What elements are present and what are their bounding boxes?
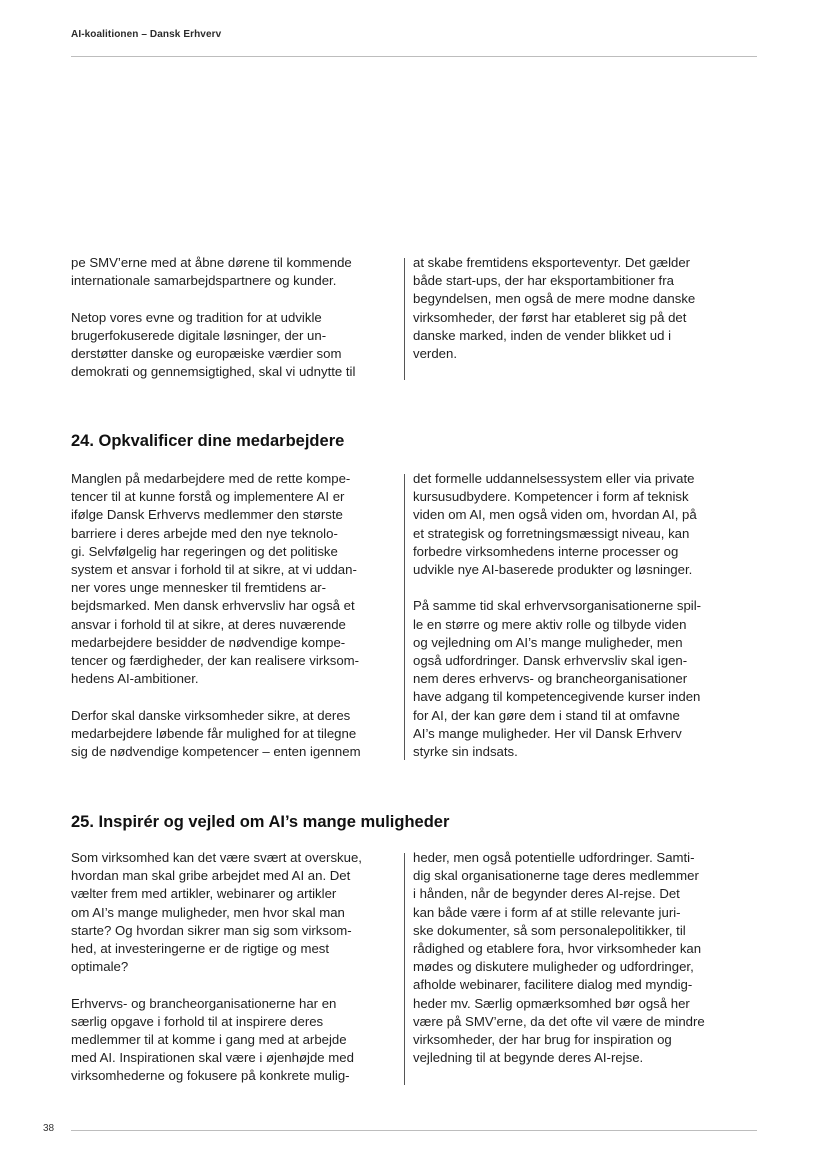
paragraph bbox=[71, 707, 393, 762]
paragraph bbox=[71, 470, 393, 688]
paragraph bbox=[71, 309, 393, 382]
text-line: medarbejdere løbende får mulighed for at tilegne bbox=[71, 725, 357, 741]
text-line: og vejledning om AI’s mange muligheder, men bbox=[413, 634, 683, 650]
text-line: Derfor skal danske virksomheder sikre, at deres bbox=[71, 707, 351, 723]
text-line: have adgang til kompetencegivende kurser inden bbox=[413, 689, 701, 705]
text-line: hed, at investeringerne er de rigtige og mest bbox=[71, 941, 330, 957]
text-line: Som virksomhed kan det være svært at overskue, bbox=[71, 850, 362, 865]
text-line: hedens AI-ambitioner. bbox=[71, 671, 199, 687]
text-line: i hånden, når de begynder deres AI-rejse. Det bbox=[413, 886, 680, 902]
text-line: forbedre virksomhedens interne processer og bbox=[413, 543, 679, 559]
column-divider bbox=[404, 258, 405, 380]
text-line: brugerfokuserede digitale løsninger, der un- bbox=[71, 327, 327, 343]
paragraph bbox=[413, 254, 735, 363]
text-line: virksomheder, der først har etableret sig på det bbox=[413, 309, 687, 325]
text-line: Netop vores evne og tradition for at udvikle bbox=[71, 309, 322, 325]
text-line: le en større og mere aktiv rolle og tilbyde viden bbox=[413, 616, 687, 632]
intro-left-column bbox=[71, 254, 393, 381]
text-line: heder mv. Særlig opmærksomhed bør også her bbox=[413, 995, 690, 1011]
text-line: barriere i deres arbejde med den nye teknolo- bbox=[71, 525, 338, 541]
text-line: afholde webinarer, facilitere dialog med myndig- bbox=[413, 977, 693, 993]
text-line: udvikle nye AI-baserede produkter og løsninger. bbox=[413, 562, 693, 578]
text-line: Manglen på medarbejdere med de rette kompe- bbox=[71, 471, 351, 486]
section-24-body bbox=[71, 470, 757, 770]
text-line: danske marked, inden de vender blikket ud i bbox=[413, 327, 672, 343]
section-24-heading: 24. Opkvalificer dine medarbejdere bbox=[71, 432, 345, 450]
text-line: ansvar i forhold til at sikre, at deres nuværende bbox=[71, 616, 346, 632]
text-line: virksomhederne og fokusere på konkrete mulig- bbox=[71, 1068, 350, 1084]
paragraph bbox=[413, 597, 735, 761]
text-line: rådighed og etablere fora, hvor virksomheder kan bbox=[413, 941, 702, 957]
text-line: at skabe fremtidens eksporteventyr. Det gælder bbox=[413, 255, 691, 270]
text-line: pe SMV’erne med at åbne dørene til kommende bbox=[71, 255, 352, 270]
text-line: virksomheder, der har brug for inspiration og bbox=[413, 1032, 672, 1048]
text-line: heder, men også potentielle udfordringer. Samti- bbox=[413, 850, 695, 865]
text-line: gi. Selvfølgelig har regeringen og det politiske bbox=[71, 543, 338, 559]
text-line: starte? Og hvordan sikrer man sig som virksom- bbox=[71, 922, 352, 938]
text-line: demokrati og gennemsigtighed, skal vi udnytte til bbox=[71, 364, 356, 380]
text-line: begyndelsen, men også de mere modne danske bbox=[413, 291, 696, 307]
section-25-heading: 25. Inspirér og vejled om AI’s mange muligheder bbox=[71, 813, 450, 831]
paragraph bbox=[71, 995, 393, 1086]
text-line: På samme tid skal erhvervsorganisationerne spil- bbox=[413, 598, 702, 614]
text-line: mødes og diskutere muligheder og udfordringer, bbox=[413, 959, 694, 975]
text-line: ske dokumenter, så som personalepolitikker, til bbox=[413, 922, 686, 938]
text-line: særlig opgave i forhold til at inspirere deres bbox=[71, 1013, 324, 1029]
text-line: sig de nødvendige kompetencer – enten igennem bbox=[71, 744, 361, 760]
text-line: hvordan man skal gribe arbejdet med AI an. Det bbox=[71, 868, 351, 884]
paragraph bbox=[413, 849, 735, 1067]
text-line: tencer og færdigheder, der kan realisere virksom- bbox=[71, 653, 360, 669]
text-line: være på SMV’erne, da det ofte vil være de mindre bbox=[413, 1013, 705, 1029]
text-line: Erhvervs- og brancheorganisationerne har en bbox=[71, 995, 337, 1011]
section-25-right-column bbox=[413, 849, 735, 1067]
text-line: dig skal organisationerne tage deres medlemmer bbox=[413, 868, 699, 884]
text-line: vælter frem med artikler, webinarer og artikler bbox=[71, 886, 337, 902]
header-rule bbox=[71, 56, 757, 57]
section-25-left-column bbox=[71, 849, 393, 1086]
text-line: både start-ups, der har eksportambitioner fra bbox=[413, 273, 674, 289]
paragraph bbox=[71, 849, 393, 976]
text-line: verden. bbox=[413, 346, 457, 362]
text-line: viden om AI, men også viden om, hvordan AI, på bbox=[413, 507, 697, 523]
running-header: AI-koalitionen – Dansk Erhverv bbox=[71, 29, 222, 40]
text-line: kursusudbydere. Kompetencer i form af teknisk bbox=[413, 489, 689, 505]
text-line: AI’s mange muligheder. Her vil Dansk Erhverv bbox=[413, 725, 682, 741]
paragraph bbox=[71, 254, 393, 290]
text-line: et strategisk og forretningsmæssigt niveau, kan bbox=[413, 525, 690, 541]
text-line: tencer til at kunne forstå og implementere AI er bbox=[71, 489, 345, 505]
text-line: ifølge Dansk Erhvervs medlemmer den største bbox=[71, 507, 343, 523]
text-line: vejledning til at begynde deres AI-rejse. bbox=[413, 1050, 644, 1066]
text-line: internationale samarbejdspartnere og kunder. bbox=[71, 273, 337, 289]
text-line: for AI, der kan gøre dem i stand til at omfavne bbox=[413, 707, 680, 723]
text-line: bejdsmarked. Men dansk erhvervsliv har også et bbox=[71, 598, 355, 614]
text-line: system et ansvar i forhold til at sikre, at vi uddan- bbox=[71, 562, 357, 578]
text-line: medarbejdere besidder de nødvendige kompe- bbox=[71, 634, 346, 650]
section-24-left-column bbox=[71, 470, 393, 761]
text-line: det formelle uddannelsessystem eller via private bbox=[413, 471, 695, 486]
intro-block bbox=[71, 254, 757, 384]
text-line: med AI. Inspirationen skal være i øjenhøjde med bbox=[71, 1050, 354, 1066]
text-line: om AI’s mange muligheder, men hvor skal man bbox=[71, 904, 345, 920]
footer-rule bbox=[71, 1130, 757, 1131]
text-line: kan både være i form af at stille relevante juri- bbox=[413, 904, 681, 920]
text-line: også udfordringer. Dansk erhvervsliv skal igen- bbox=[413, 653, 688, 669]
text-line: derstøtter danske og europæiske værdier som bbox=[71, 346, 342, 361]
page-number: 38 bbox=[43, 1123, 55, 1134]
text-line: optimale? bbox=[71, 959, 129, 975]
intro-right-column bbox=[413, 254, 735, 363]
text-line: medlemmer til at komme i gang med at arbejde bbox=[71, 1032, 347, 1048]
column-divider bbox=[404, 853, 405, 1085]
column-divider bbox=[404, 474, 405, 760]
section-25-body bbox=[71, 849, 757, 1089]
section-24-right-column bbox=[413, 470, 735, 761]
paragraph bbox=[413, 470, 735, 579]
text-line: ner vores unge mennesker til fremtidens ar- bbox=[71, 580, 327, 596]
text-line: styrke sin indsats. bbox=[413, 744, 518, 760]
text-line: nem deres erhvervs- og brancheorganisationer bbox=[413, 671, 688, 687]
